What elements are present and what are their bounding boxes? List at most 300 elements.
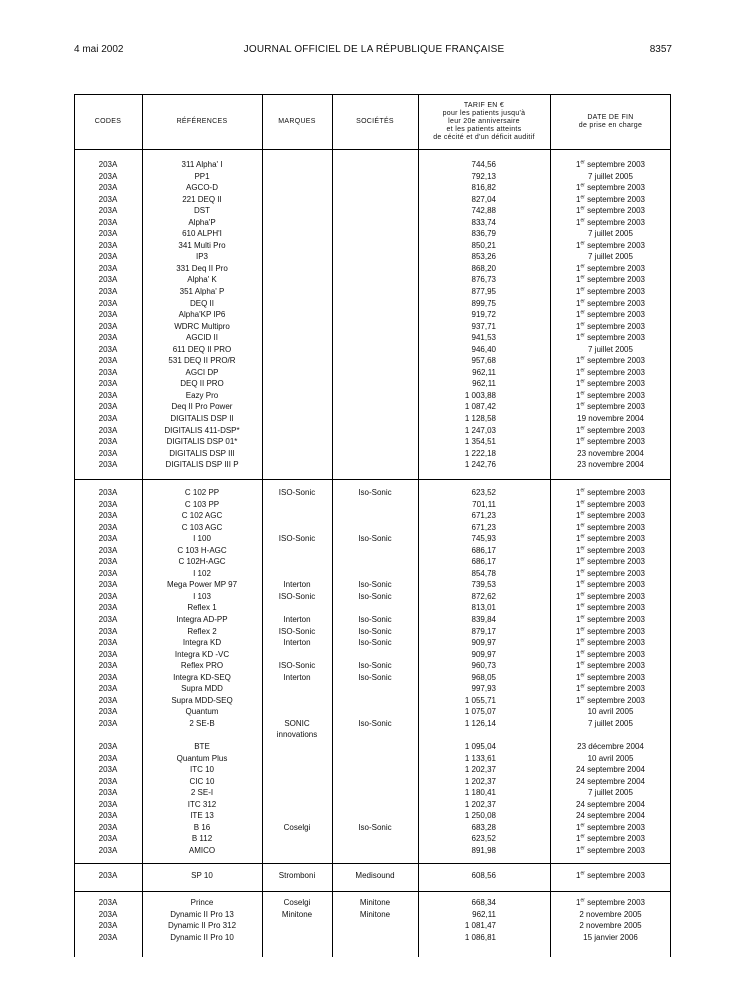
cell-societe: Iso-Sonic [358,488,392,497]
cell-tarif-value: 877,95 [471,287,496,297]
cell-reference: AMICO [188,845,216,855]
cell-tarif [418,533,550,545]
cell-tarif [418,436,550,448]
column-header-date-fin [550,95,671,149]
cell-date-fin: 10 avril 2005 [587,753,634,763]
cell-code: 203A [98,229,118,239]
table-row [74,171,671,183]
cell-reference: 341 Multi Pro [178,240,226,250]
cell-tarif-value: 686,17 [471,545,496,555]
cell-date-fin: 1er septembre 2003 [576,193,645,204]
cell-date-fin: 1er septembre 2003 [576,378,645,389]
table-row [74,660,671,672]
cell-code: 203A [98,661,118,671]
cell-tarif-value: 1 247,03 [464,425,496,435]
table-row [74,741,671,753]
cell-code: 203A [98,344,118,354]
cell-date-fin: 1er septembre 2003 [576,845,645,855]
table-row [74,753,671,765]
header-title: JOURNAL OFFICIEL DE LA RÉPUBLIQUE FRANÇAISE [243,44,505,55]
cell-reference: Supra MDD-SEQ [171,695,233,705]
cell-tarif [418,355,550,367]
cell-tarif-value: 1 180,41 [464,788,496,798]
cell-date-fin: 1er septembre 2003 [576,182,645,193]
cell-code: 203A [98,402,118,412]
cell-tarif [418,602,550,614]
table-row [74,459,671,471]
table-row [74,240,671,252]
table-row [74,718,671,741]
cell-tarif-value: 1 087,42 [464,402,496,412]
cell-reference: ITC 312 [187,799,217,809]
cell-reference: Prince [190,898,214,907]
table-row [74,626,671,638]
header-rule [74,149,671,150]
cell-reference: 531 DEQ II PRO/R [168,356,236,366]
cell-code: 203A [98,367,118,377]
cell-reference: BTE [194,742,210,752]
cell-reference: I 100 [193,534,211,544]
cell-tarif-value: 1 250,08 [464,811,496,821]
cell-tarif [418,499,550,511]
cell-code: 203A [98,649,118,659]
cell-code: 203A [98,448,118,458]
cell-reference: 331 Deq II Pro [176,263,228,273]
cell-code: 203A [98,252,118,262]
cell-code: 203A [98,460,118,470]
table-row [74,870,671,882]
cell-date-fin: 7 juillet 2005 [588,718,633,728]
cell-tarif-value: 854,78 [471,568,496,578]
table-row [74,579,671,591]
table-row [74,344,671,356]
cell-tarif-value: 1 133,61 [464,753,496,763]
cell-tarif [418,545,550,557]
cell-tarif-value: 968,05 [471,672,496,682]
cell-reference: DIGITALIS DSP III P [165,460,239,470]
cell-tarif [418,182,550,194]
cell-tarif-value: 962,11 [472,379,496,389]
cell-reference: 610 ALPH'I [182,229,222,239]
cell-tarif-value: 744,56 [471,160,496,169]
cell-code: 203A [98,511,118,521]
cell-tarif-value: 1 086,81 [464,932,496,942]
cell-tarif-value: 899,75 [471,298,496,308]
table-row [74,309,671,321]
cell-reference: WDRC Multipro [174,321,230,331]
cell-reference: I 102 [193,568,211,578]
cell-tarif-value: 960,73 [471,661,496,671]
cell-code: 203A [98,684,118,694]
cell-code: 203A [98,707,118,717]
cell-date-fin: 1er septembre 2003 [576,579,645,590]
cell-reference: PP1 [194,171,210,181]
cell-code: 203A [98,580,118,590]
cell-reference: DIGITALIS DSP 01* [166,437,238,447]
cell-reference: 2 SE-B [189,718,215,728]
cell-date-fin: 1er septembre 2003 [576,159,645,169]
cell-reference: C 102 AGC [181,511,223,521]
cell-date-fin: 1er septembre 2003 [576,367,645,377]
cell-date-fin: 1er septembre 2003 [576,897,645,907]
cell-societe: Medisound [355,871,395,880]
cell-code: 203A [98,240,118,250]
cell-tarif [418,344,550,356]
cell-tarif [418,695,550,707]
cell-tarif [418,332,550,344]
column-header-societes: SOCIÉTÉS [356,118,394,125]
cell-tarif [418,309,550,321]
cell-tarif [418,683,550,695]
cell-tarif-value: 1 202,37 [464,765,496,775]
cell-marque: ISO-Sonic [278,626,316,636]
table-row [74,810,671,822]
cell-reference: C 103 PP [184,499,220,509]
cell-tarif-value: 671,23 [471,511,496,521]
cell-reference: ITE 13 [190,811,214,821]
cell-tarif [418,510,550,522]
cell-societe: Iso-Sonic [358,626,392,636]
cell-reference: 351 Alpha' P [179,287,225,297]
cell-code: 203A [98,898,118,907]
table-row [74,298,671,310]
cell-tarif [418,251,550,263]
cell-code: 203A [98,217,118,227]
cell-tarif-value: 836,79 [471,229,496,239]
cell-tarif [418,487,550,499]
table-row [74,332,671,344]
cell-reference: Mega Power MP 97 [166,580,238,590]
table-row [74,683,671,695]
cell-tarif [418,822,550,834]
cell-tarif [418,764,550,776]
table-row [74,321,671,333]
cell-code: 203A [98,379,118,389]
cell-tarif [418,240,550,252]
cell-date-fin: 1er septembre 2003 [576,498,645,509]
table-row [74,413,671,425]
cell-date-fin: 23 novembre 2004 [577,448,644,458]
cell-date-fin: 1er septembre 2003 [576,649,645,659]
cell-tarif-value: 1 128,58 [464,414,496,424]
cell-date-fin: 1er septembre 2003 [576,568,645,578]
cell-code: 203A [98,160,118,169]
cell-tarif [418,556,550,568]
cell-tarif [418,448,550,460]
cell-tarif-value: 668,34 [471,898,496,907]
table-row [74,614,671,626]
cell-societe: Iso-Sonic [358,534,392,544]
cell-code: 203A [98,932,118,942]
cell-tarif [418,932,550,944]
cell-date-fin: 1er septembre 2003 [576,487,645,497]
table-row [74,533,671,545]
cell-code: 203A [98,390,118,400]
cell-tarif-value: 946,40 [471,344,496,354]
table-row [74,367,671,379]
cell-tarif-value: 909,97 [471,649,496,659]
cell-code: 203A [98,356,118,366]
table-row [74,217,671,229]
cell-tarif [418,897,550,909]
cell-tarif [418,568,550,580]
cell-code: 203A [98,672,118,682]
cell-reference: I 103 [193,591,211,601]
cell-date-fin: 1er septembre 2003 [576,683,645,694]
column-header-codes: CODES [94,118,122,125]
cell-reference: Quantum Plus [176,753,228,763]
cell-tarif [418,367,550,379]
cell-date-fin: 1er septembre 2003 [576,424,645,435]
cell-tarif [418,776,550,788]
cell-societe: Iso-Sonic [358,580,392,590]
table-row [74,672,671,684]
cell-tarif-value: 686,17 [471,557,496,567]
cell-tarif-value: 839,84 [471,615,496,625]
cell-date-fin: 1er septembre 2003 [576,870,645,880]
cell-code: 203A [98,834,118,844]
cell-reference: DIGITALIS DSP II [170,414,234,424]
cell-reference: Integra KD-SEQ [173,672,231,682]
cell-marque: Stromboni [278,871,316,880]
cell-code: 203A [98,921,118,931]
cell-tarif [418,637,550,649]
cell-tarif [418,718,550,730]
cell-date-fin: 1er septembre 2003 [576,614,645,625]
table-row [74,499,671,511]
table-section [74,159,671,471]
cell-date-fin: 1er septembre 2003 [576,822,645,832]
cell-code: 203A [98,206,118,216]
cell-date-fin: 2 novembre 2005 [579,909,642,919]
column-header-tarif [418,95,550,149]
table-row [74,602,671,614]
cell-date-fin: 23 novembre 2004 [577,460,644,470]
table-row [74,251,671,263]
table-row [74,637,671,649]
table-row [74,263,671,275]
cell-tarif [418,194,550,206]
cell-tarif-value: 671,23 [471,522,496,532]
cell-tarif [418,274,550,286]
cell-tarif [418,741,550,753]
table-row [74,194,671,206]
cell-code: 203A [98,822,118,832]
table-row [74,909,671,921]
cell-marque: Interton [283,672,311,682]
table-row [74,568,671,580]
cell-code: 203A [98,742,118,752]
table-row [74,822,671,834]
cell-tarif-value: 850,21 [471,240,496,250]
table-row [74,390,671,402]
cell-societe: Iso-Sonic [358,638,392,648]
cell-reference: Alpha'KP IP6 [178,310,226,320]
cell-tarif [418,522,550,534]
cell-tarif [418,171,550,183]
cell-date-fin: 7 juillet 2005 [588,171,633,181]
cell-tarif-value: 957,68 [471,356,496,366]
cell-reference: AGCO-D [186,183,218,193]
cell-reference: SP 10 [191,871,213,880]
cell-date-fin: 1er septembre 2003 [576,263,645,273]
cell-code: 203A [98,871,118,880]
table-row [74,487,671,499]
cell-tarif-value: 1 081,47 [464,921,496,931]
cell-date-fin: 1er septembre 2003 [576,602,645,613]
cell-tarif-value: 1 075,07 [464,707,496,717]
cell-tarif-value: 701,11 [472,499,496,509]
cell-date-fin: 1er septembre 2003 [576,436,645,447]
cell-code: 203A [98,310,118,320]
cell-societe: Minitone [359,909,391,919]
cell-tarif [418,614,550,626]
cell-date-fin: 1er septembre 2003 [576,355,645,366]
cell-reference: Integra AD-PP [176,615,228,625]
table-row [74,649,671,661]
cell-reference: IP3 [195,252,208,262]
cell-code: 203A [98,695,118,705]
cell-tarif-value: 1 222,18 [464,448,496,458]
table-row [74,522,671,534]
cell-tarif-value: 919,72 [471,310,496,320]
cell-date-fin: 24 septembre 2004 [576,799,645,809]
cell-date-fin: 7 juillet 2005 [588,229,633,239]
cell-reference: C 103 H-AGC [177,545,227,555]
cell-date-fin: 23 décembre 2004 [577,742,644,752]
cell-code: 203A [98,263,118,273]
table-row [74,286,671,298]
table-row [74,205,671,217]
cell-tarif [418,799,550,811]
table-row [74,355,671,367]
cell-societe: Iso-Sonic [358,822,392,832]
cell-tarif-value: 853,26 [471,252,496,262]
table-section [74,897,671,943]
cell-code: 203A [98,298,118,308]
cell-code: 203A [98,183,118,193]
cell-reference: Reflex 2 [187,626,217,636]
cell-code: 203A [98,414,118,424]
cell-code: 203A [98,287,118,297]
cell-code: 203A [98,788,118,798]
cell-marque: Interton [283,580,311,590]
cell-tarif-value: 879,17 [471,626,496,636]
table-row [74,695,671,707]
cell-tarif [418,660,550,672]
cell-reference: Supra MDD [181,684,223,694]
cell-tarif [418,217,550,229]
cell-tarif-value: 937,71 [471,321,496,331]
cell-code: 203A [98,615,118,625]
table-row [74,706,671,718]
cell-date-fin: 1er septembre 2003 [576,297,645,308]
cell-date-fin: 1er septembre 2003 [576,205,645,216]
cell-marque: ISO-Sonic [278,488,316,497]
cell-tarif-value: 868,20 [471,263,496,273]
cell-tarif-value: 1 202,37 [464,799,496,809]
cell-code: 203A [98,638,118,648]
cell-reference: C 102 PP [184,488,220,497]
cell-marque: SONIC innovations [276,718,318,740]
table-row [74,401,671,413]
table-row [74,764,671,776]
cell-tarif [418,205,550,217]
cell-reference: Dynamic II Pro 13 [170,909,234,919]
table-row [74,932,671,944]
cell-date-fin: 1er septembre 2003 [576,240,645,250]
cell-marque: ISO-Sonic [278,534,316,544]
table-row [74,448,671,460]
table-section [74,487,671,857]
cell-tarif-value: 1 242,76 [464,460,496,470]
cell-code: 203A [98,522,118,532]
column-header-date-fin-text: DATE DE FIN de prise en charge [578,114,643,129]
cell-date-fin: 1er septembre 2003 [576,637,645,648]
cell-date-fin: 15 janvier 2006 [583,932,638,942]
cell-reference: Integra KD -VC [174,649,230,659]
cell-reference: Dynamic II Pro 312 [167,921,237,931]
cell-tarif-value: 792,13 [471,171,496,181]
cell-code: 203A [98,753,118,763]
cell-reference: 611 DEQ II PRO [172,344,232,354]
table-row [74,159,671,171]
table-row [74,591,671,603]
cell-code: 203A [98,626,118,636]
table-row [74,845,671,857]
cell-date-fin: 1er septembre 2003 [576,625,645,636]
table-row [74,274,671,286]
cell-marque: ISO-Sonic [278,591,316,601]
cell-tarif [418,626,550,638]
cell-reference: Reflex PRO [180,661,224,671]
table-row [74,510,671,522]
cell-tarif-value: 941,53 [471,333,496,343]
cell-tarif-value: 816,82 [471,183,496,193]
cell-tarif [418,649,550,661]
cell-tarif [418,401,550,413]
column-header-marques: MARQUES [278,118,316,125]
cell-code: 203A [98,499,118,509]
cell-code: 203A [98,591,118,601]
cell-societe: Iso-Sonic [358,718,392,728]
cell-marque: Coselgi [283,898,311,907]
cell-tarif-value: 623,52 [471,488,496,497]
cell-tarif [418,833,550,845]
cell-tarif [418,413,550,425]
cell-tarif [418,909,550,921]
cell-reference: Integra KD [182,638,222,648]
cell-date-fin: 1er septembre 2003 [576,591,645,601]
cell-code: 203A [98,171,118,181]
cell-tarif-value: 1 202,37 [464,776,496,786]
table-row [74,425,671,437]
cell-reference: DIGITALIS DSP III [169,448,235,458]
cell-tarif-value: 1 003,88 [464,390,496,400]
cell-code: 203A [98,765,118,775]
cell-marque: Coselgi [283,822,311,832]
table-row [74,920,671,932]
cell-tarif [418,378,550,390]
table-row [74,545,671,557]
cell-reference: CIC 10 [189,776,215,786]
cell-date-fin: 19 novembre 2004 [577,414,644,424]
cell-reference: ITC 10 [189,765,214,775]
cell-reference: 221 DEQ II [182,194,222,204]
cell-date-fin: 1er septembre 2003 [576,321,645,331]
cell-date-fin: 24 septembre 2004 [576,765,645,775]
cell-tarif [418,579,550,591]
